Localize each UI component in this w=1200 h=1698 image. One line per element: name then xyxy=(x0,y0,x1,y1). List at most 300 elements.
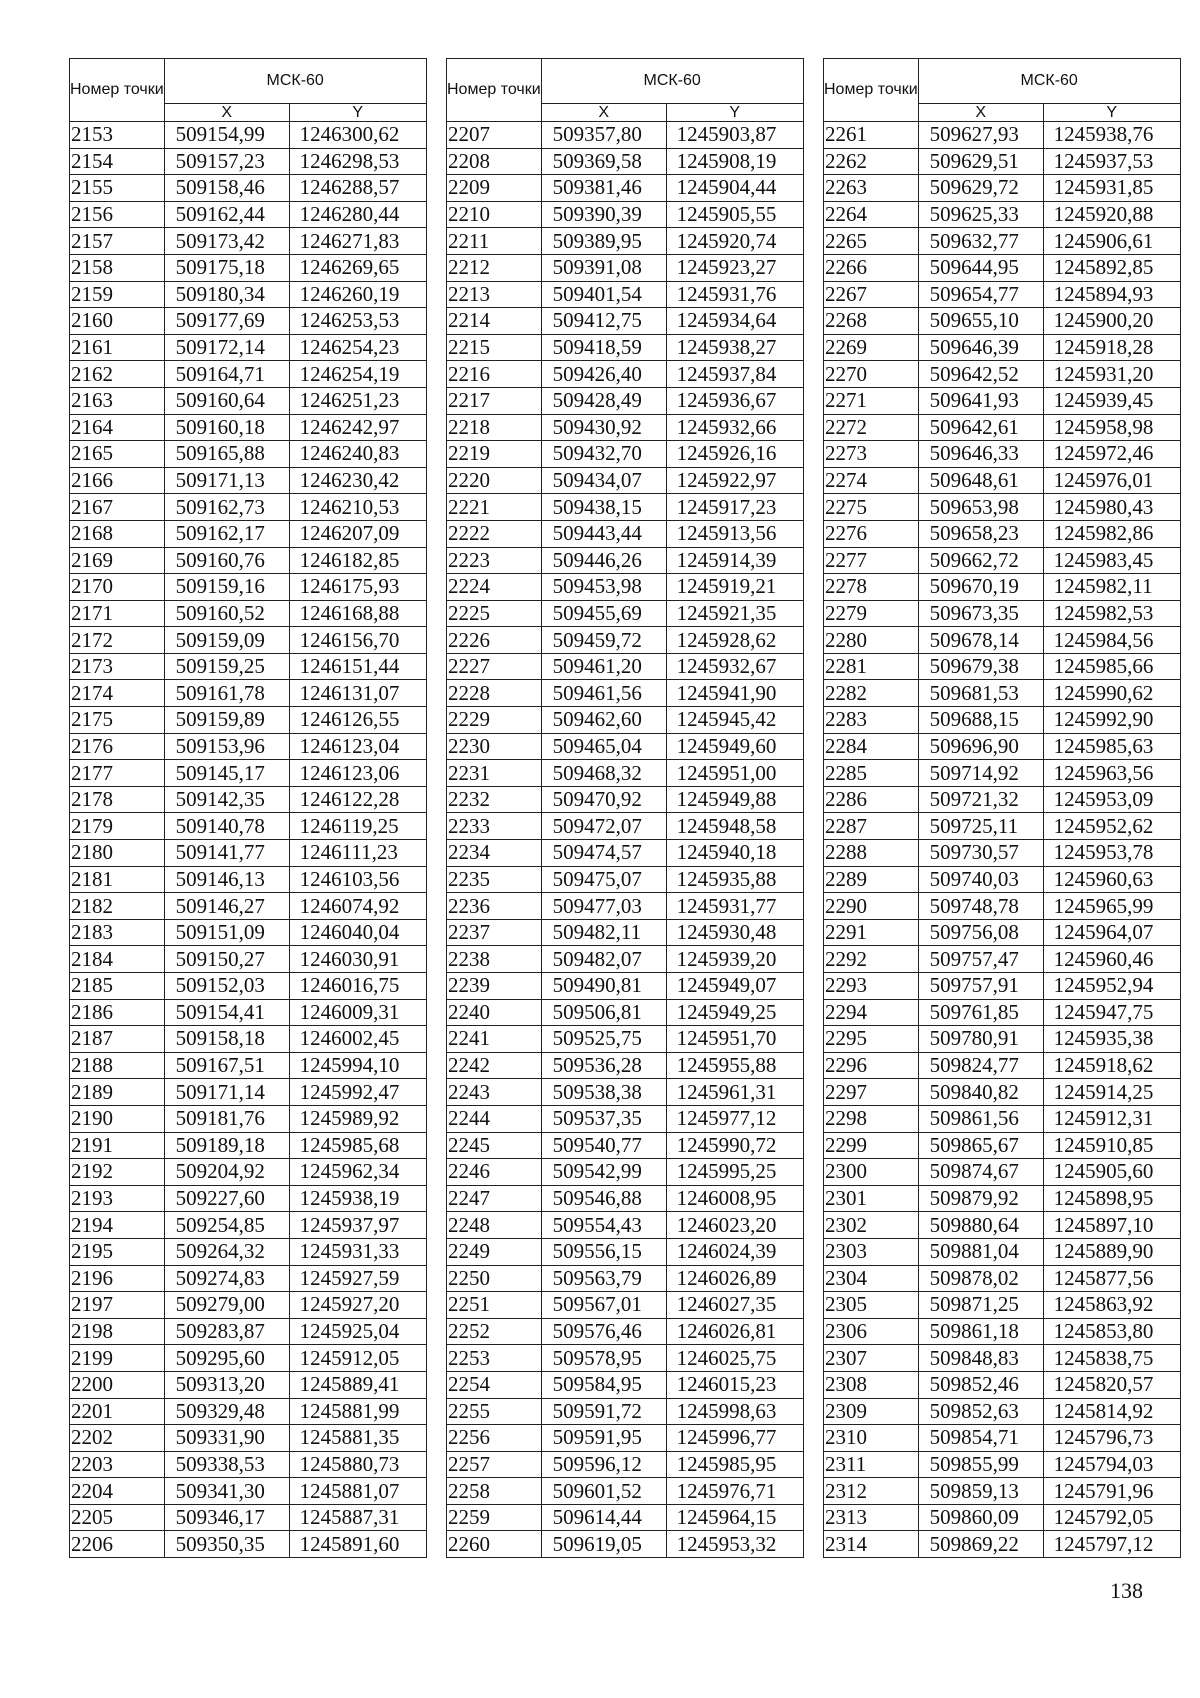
y-coordinate-cell: 1245983,45 xyxy=(1043,547,1180,574)
x-coordinate-cell: 509824,77 xyxy=(918,1052,1043,1079)
point-number-cell: 2153 xyxy=(70,122,165,149)
table-row xyxy=(824,122,1181,149)
table-row xyxy=(447,467,804,494)
y-coordinate-cell: 1245992,90 xyxy=(1043,707,1180,734)
x-coordinate-cell: 509614,44 xyxy=(541,1504,666,1531)
point-number-cell: 2299 xyxy=(824,1132,919,1159)
table-row xyxy=(824,1531,1181,1558)
y-coordinate-cell: 1245910,85 xyxy=(1043,1132,1180,1159)
y-coordinate-cell: 1245960,63 xyxy=(1043,866,1180,893)
x-coordinate-cell: 509578,95 xyxy=(541,1345,666,1372)
x-coordinate-cell: 509601,52 xyxy=(541,1478,666,1505)
point-number-header: Номер точки xyxy=(447,59,542,122)
x-coordinate-cell: 509730,57 xyxy=(918,840,1043,867)
x-coordinate-cell: 509780,91 xyxy=(918,1026,1043,1053)
point-number-cell: 2190 xyxy=(70,1105,165,1132)
point-number-cell: 2312 xyxy=(824,1478,919,1505)
y-coordinate-cell: 1245948,58 xyxy=(666,813,803,840)
table-row xyxy=(70,600,427,627)
point-number-cell: 2255 xyxy=(447,1398,542,1425)
y-coordinate-cell: 1245838,75 xyxy=(1043,1345,1180,1372)
point-number-cell: 2260 xyxy=(447,1531,542,1558)
point-number-cell: 2188 xyxy=(70,1052,165,1079)
table-row xyxy=(447,281,804,308)
x-coordinate-cell: 509162,44 xyxy=(164,201,289,228)
x-coordinate-cell: 509341,30 xyxy=(164,1478,289,1505)
table-row xyxy=(447,999,804,1026)
table-row xyxy=(447,547,804,574)
table-row xyxy=(824,334,1181,361)
y-coordinate-cell: 1245791,96 xyxy=(1043,1478,1180,1505)
table-row xyxy=(70,281,427,308)
point-number-cell: 2253 xyxy=(447,1345,542,1372)
x-coordinate-cell: 509369,58 xyxy=(541,148,666,175)
point-number-cell: 2230 xyxy=(447,733,542,760)
y-coordinate-cell: 1245953,32 xyxy=(666,1531,803,1558)
y-coordinate-cell: 1245940,18 xyxy=(666,840,803,867)
y-coordinate-cell: 1246122,28 xyxy=(289,786,426,813)
y-coordinate-cell: 1245796,73 xyxy=(1043,1425,1180,1452)
y-coordinate-cell: 1245939,20 xyxy=(666,946,803,973)
x-coordinate-cell: 509428,49 xyxy=(541,387,666,414)
y-coordinate-cell: 1245881,07 xyxy=(289,1478,426,1505)
point-number-cell: 2308 xyxy=(824,1371,919,1398)
table-row xyxy=(447,1185,804,1212)
x-coordinate-cell: 509390,39 xyxy=(541,201,666,228)
y-coordinate-cell: 1245949,60 xyxy=(666,733,803,760)
x-header: X xyxy=(918,104,1043,122)
point-number-cell: 2195 xyxy=(70,1238,165,1265)
x-coordinate-cell: 509159,25 xyxy=(164,653,289,680)
x-coordinate-cell: 509461,20 xyxy=(541,653,666,680)
y-coordinate-cell: 1245931,76 xyxy=(666,281,803,308)
y-coordinate-cell: 1245963,56 xyxy=(1043,760,1180,787)
table-row xyxy=(447,1345,804,1372)
y-coordinate-cell: 1245984,56 xyxy=(1043,627,1180,654)
point-number-cell: 2220 xyxy=(447,467,542,494)
table-row xyxy=(824,148,1181,175)
y-coordinate-cell: 1246040,04 xyxy=(289,919,426,946)
y-coordinate-cell: 1245953,78 xyxy=(1043,840,1180,867)
table-row xyxy=(70,1345,427,1372)
y-coordinate-cell: 1245980,43 xyxy=(1043,494,1180,521)
point-number-cell: 2185 xyxy=(70,973,165,1000)
x-coordinate-cell: 509576,46 xyxy=(541,1318,666,1345)
point-number-cell: 2168 xyxy=(70,520,165,547)
y-coordinate-cell: 1245877,56 xyxy=(1043,1265,1180,1292)
x-coordinate-cell: 509438,15 xyxy=(541,494,666,521)
table-row xyxy=(70,1079,427,1106)
x-coordinate-cell: 509878,02 xyxy=(918,1265,1043,1292)
y-coordinate-cell: 1246260,19 xyxy=(289,281,426,308)
x-coordinate-cell: 509472,07 xyxy=(541,813,666,840)
x-coordinate-cell: 509459,72 xyxy=(541,627,666,654)
point-number-cell: 2237 xyxy=(447,919,542,946)
point-number-cell: 2262 xyxy=(824,148,919,175)
table-row xyxy=(824,653,1181,680)
table-row xyxy=(70,254,427,281)
y-coordinate-cell: 1246168,88 xyxy=(289,600,426,627)
y-coordinate-cell: 1245976,71 xyxy=(666,1478,803,1505)
point-number-cell: 2227 xyxy=(447,653,542,680)
table-row xyxy=(447,1371,804,1398)
table-row xyxy=(70,1238,427,1265)
y-coordinate-cell: 1245903,87 xyxy=(666,122,803,149)
x-coordinate-cell: 509160,52 xyxy=(164,600,289,627)
x-coordinate-cell: 509162,17 xyxy=(164,520,289,547)
table-row xyxy=(70,1478,427,1505)
table-row xyxy=(447,1105,804,1132)
table-row xyxy=(70,1159,427,1186)
table-row xyxy=(447,1318,804,1345)
y-coordinate-cell: 1246156,70 xyxy=(289,627,426,654)
x-coordinate-cell: 509150,27 xyxy=(164,946,289,973)
point-number-cell: 2210 xyxy=(447,201,542,228)
point-number-cell: 2203 xyxy=(70,1451,165,1478)
x-coordinate-cell: 509145,17 xyxy=(164,760,289,787)
table-row xyxy=(447,973,804,1000)
y-coordinate-cell: 1245990,72 xyxy=(666,1132,803,1159)
point-number-cell: 2213 xyxy=(447,281,542,308)
table-row xyxy=(824,520,1181,547)
y-coordinate-cell: 1245995,25 xyxy=(666,1159,803,1186)
point-number-cell: 2265 xyxy=(824,228,919,255)
point-number-cell: 2179 xyxy=(70,813,165,840)
point-number-cell: 2155 xyxy=(70,175,165,202)
point-number-cell: 2207 xyxy=(447,122,542,149)
table-row xyxy=(447,387,804,414)
table-row xyxy=(824,494,1181,521)
x-coordinate-cell: 509331,90 xyxy=(164,1425,289,1452)
page-number: 138 xyxy=(1110,1578,1143,1603)
y-coordinate-cell: 1246280,44 xyxy=(289,201,426,228)
x-coordinate-cell: 509274,83 xyxy=(164,1265,289,1292)
point-number-cell: 2252 xyxy=(447,1318,542,1345)
y-coordinate-cell: 1245985,63 xyxy=(1043,733,1180,760)
x-coordinate-cell: 509542,99 xyxy=(541,1159,666,1186)
point-number-cell: 2178 xyxy=(70,786,165,813)
table-row xyxy=(70,680,427,707)
x-coordinate-cell: 509642,52 xyxy=(918,361,1043,388)
x-coordinate-cell: 509852,46 xyxy=(918,1371,1043,1398)
x-coordinate-cell: 509879,92 xyxy=(918,1185,1043,1212)
x-coordinate-cell: 509861,18 xyxy=(918,1318,1043,1345)
y-coordinate-cell: 1245982,86 xyxy=(1043,520,1180,547)
x-coordinate-cell: 509171,14 xyxy=(164,1079,289,1106)
y-coordinate-cell: 1245949,07 xyxy=(666,973,803,1000)
point-number-cell: 2219 xyxy=(447,441,542,468)
x-coordinate-cell: 509295,60 xyxy=(164,1345,289,1372)
x-coordinate-cell: 509655,10 xyxy=(918,308,1043,335)
y-coordinate-cell: 1245937,97 xyxy=(289,1212,426,1239)
y-coordinate-cell: 1245985,95 xyxy=(666,1451,803,1478)
point-number-cell: 2305 xyxy=(824,1292,919,1319)
point-number-cell: 2243 xyxy=(447,1079,542,1106)
point-number-cell: 2161 xyxy=(70,334,165,361)
x-coordinate-cell: 509412,75 xyxy=(541,308,666,335)
x-coordinate-cell: 509490,81 xyxy=(541,973,666,1000)
x-coordinate-cell: 509688,15 xyxy=(918,707,1043,734)
y-coordinate-cell: 1245953,09 xyxy=(1043,786,1180,813)
x-coordinate-cell: 509748,78 xyxy=(918,893,1043,920)
table-row xyxy=(447,1425,804,1452)
y-coordinate-cell: 1245853,80 xyxy=(1043,1318,1180,1345)
table-row xyxy=(824,441,1181,468)
table-row xyxy=(824,1345,1181,1372)
point-number-cell: 2267 xyxy=(824,281,919,308)
x-coordinate-cell: 509757,47 xyxy=(918,946,1043,973)
y-coordinate-cell: 1245985,66 xyxy=(1043,653,1180,680)
x-coordinate-cell: 509159,16 xyxy=(164,574,289,601)
table-row xyxy=(824,946,1181,973)
table-row xyxy=(70,813,427,840)
point-number-cell: 2173 xyxy=(70,653,165,680)
x-coordinate-cell: 509164,71 xyxy=(164,361,289,388)
point-number-cell: 2247 xyxy=(447,1185,542,1212)
y-coordinate-cell: 1245921,35 xyxy=(666,600,803,627)
table-row xyxy=(70,1292,427,1319)
point-number-cell: 2154 xyxy=(70,148,165,175)
x-coordinate-cell: 509537,35 xyxy=(541,1105,666,1132)
x-coordinate-cell: 509189,18 xyxy=(164,1132,289,1159)
y-coordinate-cell: 1246230,42 xyxy=(289,467,426,494)
table-row xyxy=(447,334,804,361)
table-row xyxy=(70,946,427,973)
y-coordinate-cell: 1245881,99 xyxy=(289,1398,426,1425)
table-row xyxy=(70,520,427,547)
x-coordinate-cell: 509475,07 xyxy=(541,866,666,893)
x-coordinate-cell: 509644,95 xyxy=(918,254,1043,281)
x-coordinate-cell: 509629,72 xyxy=(918,175,1043,202)
point-number-cell: 2201 xyxy=(70,1398,165,1425)
table-row xyxy=(824,866,1181,893)
table-row xyxy=(824,1318,1181,1345)
x-coordinate-cell: 509625,33 xyxy=(918,201,1043,228)
point-number-cell: 2166 xyxy=(70,467,165,494)
x-coordinate-cell: 509146,13 xyxy=(164,866,289,893)
y-coordinate-cell: 1246111,23 xyxy=(289,840,426,867)
point-number-cell: 2266 xyxy=(824,254,919,281)
x-coordinate-cell: 509455,69 xyxy=(541,600,666,627)
coordinate-system-header: МСК-60 xyxy=(164,59,426,104)
x-coordinate-cell: 509142,35 xyxy=(164,786,289,813)
point-number-cell: 2245 xyxy=(447,1132,542,1159)
x-coordinate-cell: 509852,63 xyxy=(918,1398,1043,1425)
table-row xyxy=(824,760,1181,787)
table-row xyxy=(824,1079,1181,1106)
x-coordinate-cell: 509874,67 xyxy=(918,1159,1043,1186)
table-row xyxy=(70,308,427,335)
point-number-cell: 2209 xyxy=(447,175,542,202)
y-coordinate-cell: 1245880,73 xyxy=(289,1451,426,1478)
y-coordinate-cell: 1245958,98 xyxy=(1043,414,1180,441)
point-number-cell: 2281 xyxy=(824,653,919,680)
point-number-cell: 2268 xyxy=(824,308,919,335)
y-coordinate-cell: 1245936,67 xyxy=(666,387,803,414)
table-row xyxy=(70,627,427,654)
x-coordinate-cell: 509157,23 xyxy=(164,148,289,175)
y-coordinate-cell: 1245965,99 xyxy=(1043,893,1180,920)
x-coordinate-cell: 509140,78 xyxy=(164,813,289,840)
table-row xyxy=(824,201,1181,228)
y-coordinate-cell: 1246131,07 xyxy=(289,680,426,707)
x-coordinate-cell: 509477,03 xyxy=(541,893,666,920)
point-number-cell: 2198 xyxy=(70,1318,165,1345)
y-coordinate-cell: 1246002,45 xyxy=(289,1026,426,1053)
x-coordinate-cell: 509538,38 xyxy=(541,1079,666,1106)
x-coordinate-cell: 509619,05 xyxy=(541,1531,666,1558)
x-coordinate-cell: 509506,81 xyxy=(541,999,666,1026)
x-coordinate-cell: 509204,92 xyxy=(164,1159,289,1186)
point-number-cell: 2269 xyxy=(824,334,919,361)
y-coordinate-cell: 1245934,64 xyxy=(666,308,803,335)
x-coordinate-cell: 509642,61 xyxy=(918,414,1043,441)
table-row xyxy=(824,1105,1181,1132)
table-row xyxy=(824,707,1181,734)
x-coordinate-cell: 509641,93 xyxy=(918,387,1043,414)
y-coordinate-cell: 1245863,92 xyxy=(1043,1292,1180,1319)
x-coordinate-cell: 509453,98 xyxy=(541,574,666,601)
coordinate-system-header: МСК-60 xyxy=(541,59,803,104)
y-coordinate-cell: 1245908,19 xyxy=(666,148,803,175)
y-coordinate-cell: 1246027,35 xyxy=(666,1292,803,1319)
table-row xyxy=(70,441,427,468)
x-coordinate-cell: 509165,88 xyxy=(164,441,289,468)
x-coordinate-cell: 509859,13 xyxy=(918,1478,1043,1505)
y-coordinate-cell: 1245920,88 xyxy=(1043,201,1180,228)
x-coordinate-cell: 509283,87 xyxy=(164,1318,289,1345)
table-row xyxy=(824,281,1181,308)
y-coordinate-cell: 1245932,67 xyxy=(666,653,803,680)
x-coordinate-cell: 509181,76 xyxy=(164,1105,289,1132)
y-coordinate-cell: 1245920,74 xyxy=(666,228,803,255)
x-coordinate-cell: 509434,07 xyxy=(541,467,666,494)
table-row xyxy=(70,1425,427,1452)
y-coordinate-cell: 1245900,20 xyxy=(1043,308,1180,335)
y-coordinate-cell: 1245941,90 xyxy=(666,680,803,707)
y-coordinate-cell: 1245982,11 xyxy=(1043,574,1180,601)
table-row xyxy=(824,387,1181,414)
table-row xyxy=(70,1531,427,1558)
x-coordinate-cell: 509563,79 xyxy=(541,1265,666,1292)
y-coordinate-cell: 1245939,45 xyxy=(1043,387,1180,414)
table-row xyxy=(447,680,804,707)
table-row xyxy=(447,1052,804,1079)
x-coordinate-cell: 509177,69 xyxy=(164,308,289,335)
point-number-cell: 2165 xyxy=(70,441,165,468)
table-row xyxy=(70,866,427,893)
point-number-cell: 2275 xyxy=(824,494,919,521)
y-coordinate-cell: 1245931,33 xyxy=(289,1238,426,1265)
table-row xyxy=(447,228,804,255)
x-coordinate-cell: 509871,25 xyxy=(918,1292,1043,1319)
point-number-cell: 2194 xyxy=(70,1212,165,1239)
table-row xyxy=(447,1531,804,1558)
x-coordinate-cell: 509159,09 xyxy=(164,627,289,654)
y-coordinate-cell: 1246210,53 xyxy=(289,494,426,521)
y-coordinate-cell: 1245962,34 xyxy=(289,1159,426,1186)
table-row xyxy=(447,1292,804,1319)
point-number-cell: 2293 xyxy=(824,973,919,1000)
table-row xyxy=(447,574,804,601)
x-coordinate-cell: 509632,77 xyxy=(918,228,1043,255)
point-number-cell: 2187 xyxy=(70,1026,165,1053)
x-coordinate-cell: 509761,85 xyxy=(918,999,1043,1026)
table-row xyxy=(70,1185,427,1212)
table-row xyxy=(447,1079,804,1106)
table-row xyxy=(824,228,1181,255)
y-coordinate-cell: 1246240,83 xyxy=(289,441,426,468)
point-number-cell: 2273 xyxy=(824,441,919,468)
y-coordinate-cell: 1245820,57 xyxy=(1043,1371,1180,1398)
x-coordinate-cell: 509670,19 xyxy=(918,574,1043,601)
y-header: Y xyxy=(1043,104,1180,122)
x-coordinate-cell: 509146,27 xyxy=(164,893,289,920)
point-number-cell: 2288 xyxy=(824,840,919,867)
y-coordinate-cell: 1245906,61 xyxy=(1043,228,1180,255)
point-number-cell: 2271 xyxy=(824,387,919,414)
table-row xyxy=(824,254,1181,281)
y-coordinate-cell: 1246254,23 xyxy=(289,334,426,361)
table-row xyxy=(447,148,804,175)
y-coordinate-cell: 1246182,85 xyxy=(289,547,426,574)
y-coordinate-cell: 1246024,39 xyxy=(666,1238,803,1265)
x-coordinate-cell: 509658,23 xyxy=(918,520,1043,547)
y-coordinate-cell: 1245918,62 xyxy=(1043,1052,1180,1079)
table-row xyxy=(70,1371,427,1398)
x-coordinate-cell: 509391,08 xyxy=(541,254,666,281)
y-coordinate-cell: 1245919,21 xyxy=(666,574,803,601)
table-row xyxy=(70,1398,427,1425)
point-number-cell: 2222 xyxy=(447,520,542,547)
y-coordinate-cell: 1246119,25 xyxy=(289,813,426,840)
table-row xyxy=(70,1451,427,1478)
table-row xyxy=(70,387,427,414)
y-coordinate-cell: 1245926,16 xyxy=(666,441,803,468)
x-coordinate-cell: 509160,64 xyxy=(164,387,289,414)
y-coordinate-cell: 1245992,47 xyxy=(289,1079,426,1106)
table-row xyxy=(824,467,1181,494)
point-number-cell: 2199 xyxy=(70,1345,165,1372)
point-number-cell: 2231 xyxy=(447,760,542,787)
table-row xyxy=(447,840,804,867)
y-coordinate-cell: 1245961,31 xyxy=(666,1079,803,1106)
x-coordinate-cell: 509540,77 xyxy=(541,1132,666,1159)
x-coordinate-cell: 509756,08 xyxy=(918,919,1043,946)
y-coordinate-cell: 1245892,85 xyxy=(1043,254,1180,281)
x-coordinate-cell: 509536,28 xyxy=(541,1052,666,1079)
table-row xyxy=(447,122,804,149)
point-number-cell: 2263 xyxy=(824,175,919,202)
point-number-cell: 2163 xyxy=(70,387,165,414)
point-number-cell: 2158 xyxy=(70,254,165,281)
table-row xyxy=(447,600,804,627)
y-coordinate-cell: 1245931,85 xyxy=(1043,175,1180,202)
table-row xyxy=(824,574,1181,601)
point-number-cell: 2242 xyxy=(447,1052,542,1079)
point-number-cell: 2232 xyxy=(447,786,542,813)
table-row xyxy=(447,1238,804,1265)
x-coordinate-cell: 509462,60 xyxy=(541,707,666,734)
x-coordinate-cell: 509725,11 xyxy=(918,813,1043,840)
y-coordinate-cell: 1246025,75 xyxy=(666,1345,803,1372)
y-coordinate-cell: 1246123,04 xyxy=(289,733,426,760)
point-number-cell: 2249 xyxy=(447,1238,542,1265)
point-number-cell: 2309 xyxy=(824,1398,919,1425)
y-coordinate-cell: 1245994,10 xyxy=(289,1052,426,1079)
coordinate-system-header: МСК-60 xyxy=(918,59,1180,104)
point-number-cell: 2211 xyxy=(447,228,542,255)
